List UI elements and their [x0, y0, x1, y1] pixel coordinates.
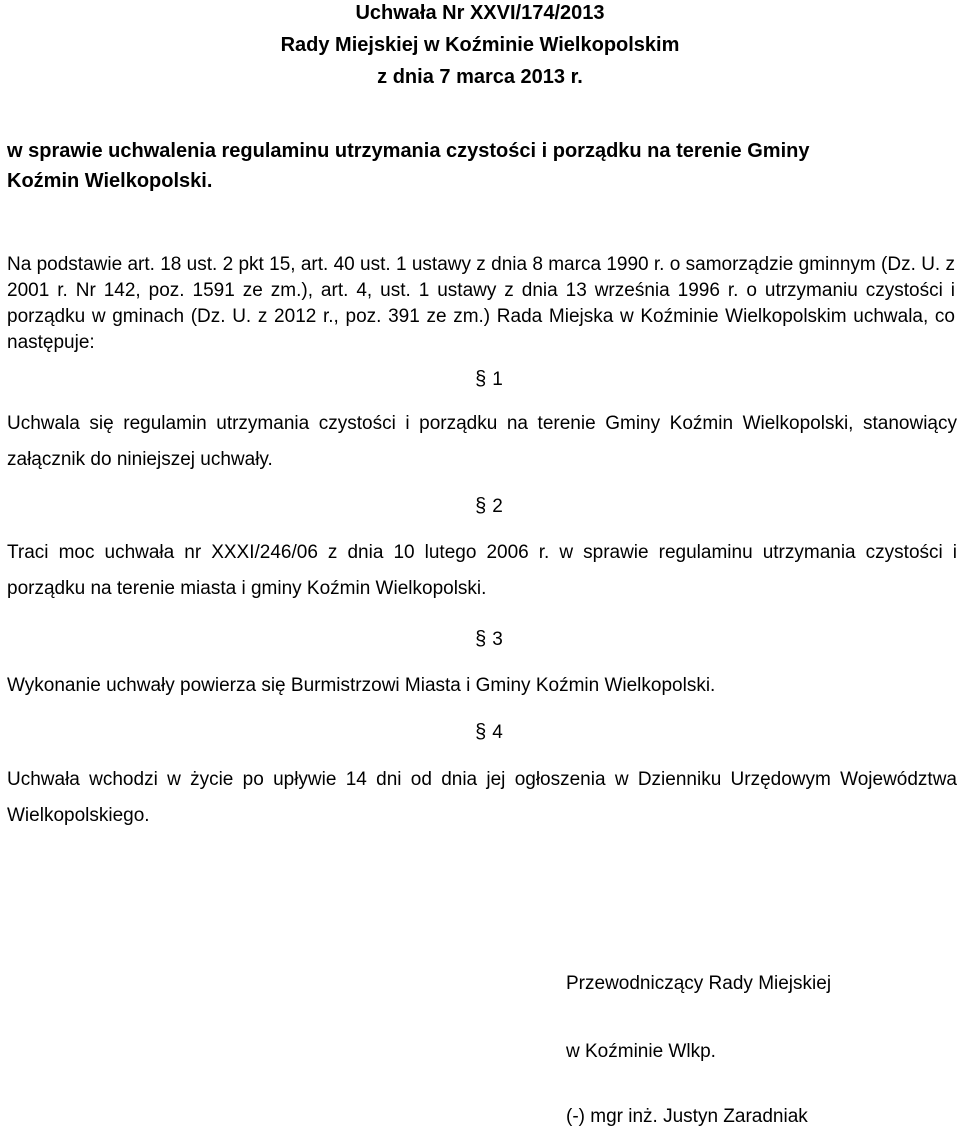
section-number: 2 [492, 496, 503, 517]
council-name: Rady Miejskiej w Koźminie Wielkopolskim [280, 34, 680, 56]
section-number: 4 [492, 722, 503, 743]
signatory-place: w Koźminie Wlkp. [566, 1041, 716, 1062]
legal-basis: Na podstawie art. 18 ust. 2 pkt 15, art. 40 ust. 1 ustawy z dnia 8 marca 1990 r. o samorządzie gminnym (Dz. U. z 2001 r. Nr 142, poz. 1591 ze zm.), art. 4, ust. 1 ustawy z dnia 13 września 1996 r. o utrzymaniu czystości i porządku w gminach (Dz. U. z 2012 r., poz. 391 ze zm.) Rada Miejska w Koźminie Wielkopolskim uchwala, co następuje: [7, 254, 955, 353]
section-sign: § [475, 721, 487, 743]
section-number: 1 [492, 369, 503, 390]
section-heading-4 [0, 719, 960, 746]
section-number: 3 [492, 629, 503, 650]
section-sign: § [475, 368, 487, 390]
section-heading-1 [0, 366, 960, 393]
section-heading-2 [0, 493, 960, 520]
section-sign: § [475, 628, 487, 650]
section-sign: § [475, 495, 487, 517]
section-text-3: Wykonanie uchwały powierza się Burmistrzowi Miasta i Gminy Koźmin Wielkopolski. [7, 675, 716, 696]
signatory-title: Przewodniczący Rady Miejskiej [566, 973, 832, 994]
section-text-2: Traci moc uchwała nr XXXI/246/06 z dnia 10 lutego 2006 r. w sprawie regulaminu utrzymania czystości i porządku na terenie miasta i gminy Koźmin Wielkopolski. [7, 542, 957, 599]
section-text-4: Uchwała wchodzi w życie po upływie 14 dni od dnia jej ogłoszenia w Dzienniku Urzędowym Województwa Wielkopolskiego. [7, 769, 957, 826]
section-text-1: Uchwala się regulamin utrzymania czystości i porządku na terenie Gminy Koźmin Wielkopolski, stanowiący załącznik do niniejszej uchwały. [7, 413, 957, 470]
resolution-subject: w sprawie uchwalenia regulaminu utrzymania czystości i porządku na terenie Gminy Koźmin Wielkopolski. [7, 140, 810, 192]
section-heading-3 [0, 626, 960, 653]
signatory-name: (-) mgr inż. Justyn Zaradniak [566, 1106, 808, 1127]
resolution-header [0, 0, 960, 96]
resolution-number: Uchwała Nr XXVI/174/2013 [355, 2, 605, 24]
resolution-date: z dnia 7 marca 2013 r. [377, 66, 583, 88]
